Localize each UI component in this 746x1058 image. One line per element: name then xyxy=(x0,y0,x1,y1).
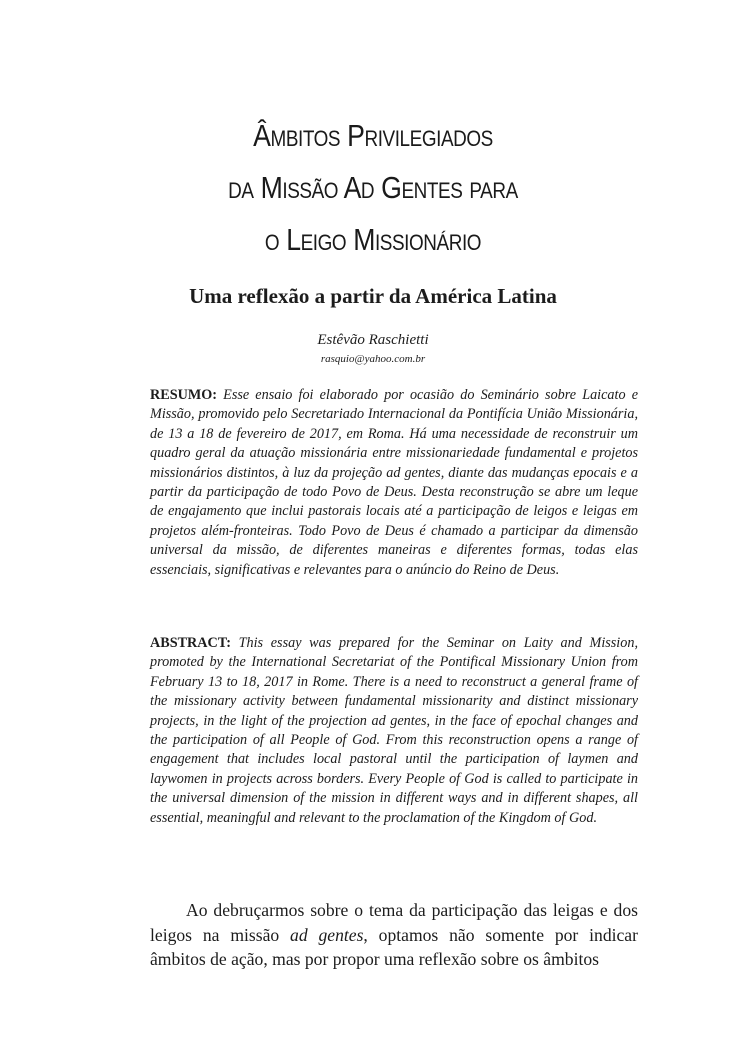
title-word-leigo-rest: eigo xyxy=(300,222,347,257)
title-word-o: o xyxy=(264,222,280,257)
body-text-part1: Ao debruçarmos sobre o tema da participação das leigas e dos leigos na missão xyxy=(150,900,638,945)
title-line-3 xyxy=(138,214,608,266)
title-word-ad-rest: d xyxy=(360,170,375,205)
title-word-missionario-rest: issionário xyxy=(374,222,482,257)
abstract-block xyxy=(150,634,638,828)
abstract-label: ABSTRACT: xyxy=(150,635,231,651)
resumo-label: RESUMO: xyxy=(150,387,217,403)
article-title xyxy=(138,110,608,266)
body-text-part2: , optamos não somente por indicar âmbitos de ação, mas por propor uma reflexão sobre os âmbitos xyxy=(150,924,638,969)
title-word-ambitos-rest: mbitos xyxy=(270,118,341,153)
title-word-missao-initial: M xyxy=(260,170,283,205)
article-subtitle: Uma reflexão a partir da América Latina xyxy=(189,284,557,308)
title-word-gentes-initial: G xyxy=(381,170,402,205)
title-word-da: da xyxy=(228,170,254,205)
title-word-missao-rest: issão xyxy=(282,170,339,205)
author-email: rasquio@yahoo.com.br xyxy=(320,353,426,365)
body-paragraph xyxy=(150,898,638,972)
title-line-2 xyxy=(138,162,608,214)
title-word-privilegiados-initial: P xyxy=(347,118,365,153)
resumo-block xyxy=(150,386,638,580)
author-name: Estêvão Raschietti xyxy=(317,332,429,348)
title-line-1 xyxy=(138,110,608,162)
body-emphasis: ad gentes xyxy=(290,924,364,945)
abstract-text: This essay was prepared for the Seminar on Laity and Mission, promoted by the International Secretariat of the Pontifical Missionary Union from February 13 to 18, 2017 in Rome. There is a need to reconstruct a general frame of the missionary activity between fundamental missionarity and distinct missionary projects, in the light of the projection ad gentes, in the face of epochal changes and the participation of all People of God. From this reconstruction opens a range of engagement that includes local pastoral until the participation of laymen and laywomen in projects across borders. Every People of God is called to participate in the universal dimension of the mission in different ways and in different shapes, all essential, meaningful and relevant to the proclamation of the Kingdom of God. xyxy=(150,635,638,826)
title-word-privilegiados-rest: rivilegiados xyxy=(364,118,493,153)
title-word-ambitos-initial: Â xyxy=(253,118,271,153)
title-word-ad-initial: A xyxy=(343,170,361,205)
title-word-leigo-initial: L xyxy=(286,222,301,257)
resumo-text: Esse ensaio foi elaborado por ocasião do Seminário sobre Laicato e Missão, promovido pelo Secretariado Internacional da Pontifícia União Missionária, de 13 a 18 de fevereiro de 2017, em Roma. Há uma necessidade de reconstruir um quadro geral da atuação missionária entre missionariedade fundamental e projetos missionários distintos, à luz da projeção ad gentes, diante das mudanças epocais e a partir da participação de todo Povo de Deus. Desta reconstrução se abre um leque de engajamento que inclui pastorais locais até a participação de leigos e leigas em projetos além-fronteiras. Todo Povo de Deus é chamado a participar da dimensão universal da missão, de diferentes maneiras e diferentes formas, todas elas essenciais, significativas e relevantes para o anúncio do Reino de Deus. xyxy=(150,387,638,578)
title-word-para: para xyxy=(469,170,518,205)
title-word-gentes-rest: entes xyxy=(401,170,463,205)
title-word-missionario-initial: M xyxy=(353,222,375,257)
